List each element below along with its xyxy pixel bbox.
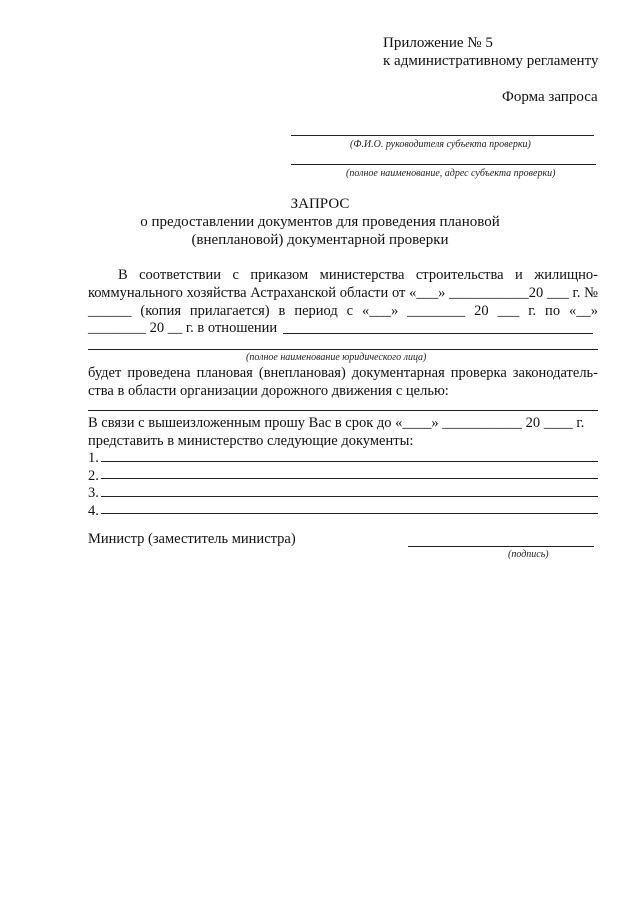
list-item-2-line: [101, 478, 598, 479]
form-label: Форма запроса: [502, 89, 598, 105]
document-subtitle-2: (внеплановой) документарной проверки: [191, 232, 449, 248]
paragraph-1-line-4: ________ 20 __ г. в отношении: [88, 320, 278, 336]
list-item-4-line: [101, 513, 598, 514]
list-item-3-line: [101, 496, 598, 497]
paragraph-2-line-2: ства в области организации дорожного движения с целью:: [88, 383, 449, 399]
list-item-1-number: 1.: [88, 450, 99, 466]
paragraph-1-line-3: ______ (копия прилагается) в период с «___» ________ 20 ___ г. по «__»: [88, 303, 598, 319]
recipient-address-line: [291, 164, 596, 165]
annex-reference: к административному регламенту: [383, 53, 599, 69]
legal-entity-caption: (полное наименование юридического лица): [246, 352, 427, 363]
list-item-2-number: 2.: [88, 468, 99, 484]
recipient-name-caption: (Ф.И.О. руководителя субъекта проверки): [350, 139, 531, 150]
paragraph-3-line-2: представить в министерство следующие документы:: [88, 433, 414, 449]
recipient-name-line: [291, 135, 594, 136]
list-item-3-number: 3.: [88, 485, 99, 501]
annex-number: Приложение № 5: [383, 35, 493, 51]
paragraph-1-line-2: коммунального хозяйства Астраханской области от «___» ___________20 ___ г. №: [88, 285, 598, 301]
list-item-1-line: [101, 461, 598, 462]
legal-entity-line-1: [283, 333, 593, 334]
signature-line: [408, 546, 594, 547]
purpose-line: [88, 410, 598, 411]
paragraph-3-line-1: В связи с вышеизложенным прошу Вас в срок до «____» ___________ 20 ____ г.: [88, 415, 585, 431]
list-item-4-number: 4.: [88, 503, 99, 519]
document-title: ЗАПРОС: [290, 196, 350, 212]
signatory-position: Министр (заместитель министра): [88, 531, 296, 547]
paragraph-1-line-1: В соответствии с приказом министерства строительства и жилищно-: [118, 267, 598, 283]
legal-entity-line-2: [88, 349, 598, 350]
signature-caption: (подпись): [508, 549, 549, 560]
document-subtitle-1: о предоставлении документов для проведения плановой: [140, 214, 500, 230]
recipient-address-caption: (полное наименование, адрес субъекта проверки): [346, 168, 556, 179]
paragraph-2-line-1: будет проведена плановая (внеплановая) документарная проверка законодатель-: [88, 365, 598, 381]
